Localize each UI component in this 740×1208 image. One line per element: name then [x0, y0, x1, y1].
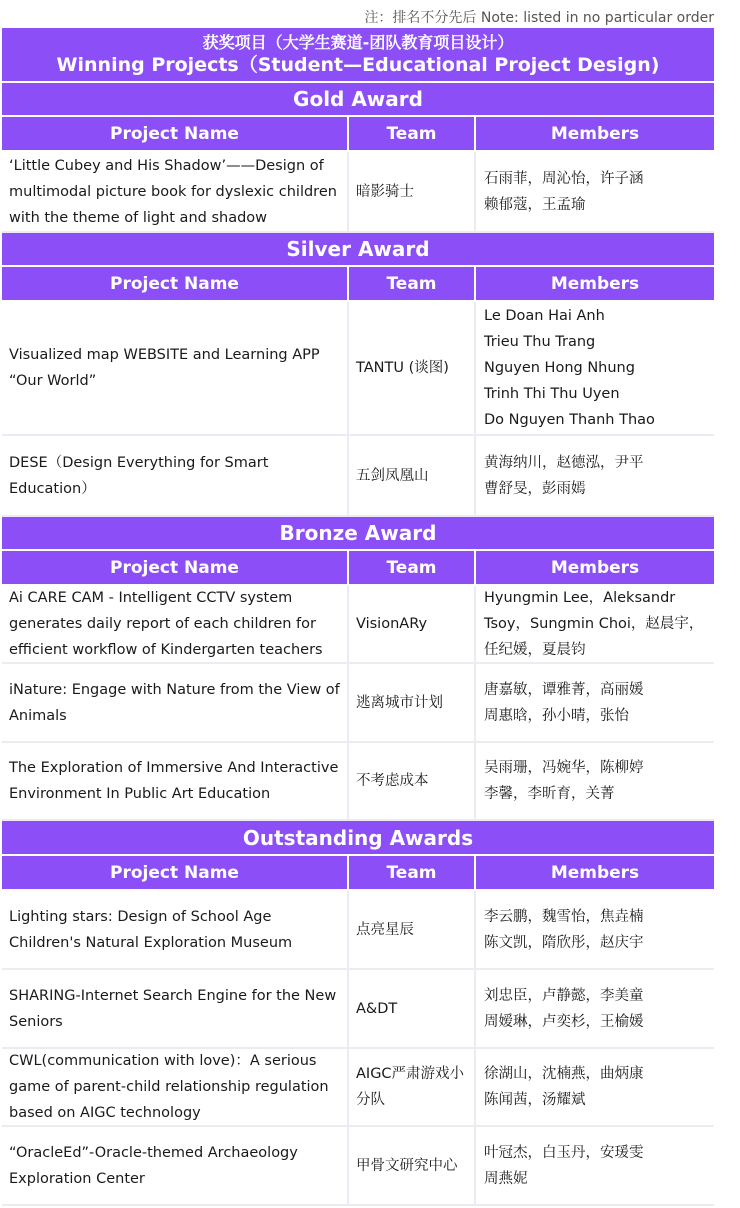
team-name: 点亮星辰	[349, 891, 476, 968]
award-header-bronze: Bronze Award	[2, 517, 714, 551]
member-list: 徐湖山，沈楠燕，曲炳康 陈闻茜，汤耀斌	[484, 1066, 644, 1108]
member-list: 吴雨珊，冯婉华，陈柳婷 李馨，李昕育，关菁	[484, 760, 644, 802]
project-name: Visualized map WEBSITE and Learning APP “Our World”	[2, 302, 349, 434]
column-headers	[2, 117, 714, 152]
team-name: 暗影骑士	[349, 152, 476, 231]
project-name: SHARING-Internet Search Engine for the New Seniors	[2, 970, 349, 1047]
team-name: VisionARy	[349, 586, 476, 662]
column-header-project: Project Name	[2, 856, 349, 889]
member-list: 唐嘉敏，谭雅菁，高丽媛 周惠晗，孙小晴，张怡	[484, 681, 644, 724]
project-name: “OracleEd”-Oracle-themed Archaeology Exploration Center	[2, 1127, 349, 1204]
column-headers	[2, 856, 714, 891]
team-name: 逃离城市计划	[349, 664, 476, 741]
member-list: 石雨菲，周沁怡，许子涵 赖郁蔻，王孟瑜	[484, 170, 644, 213]
column-header-members: Members	[476, 551, 714, 584]
project-name: ‘Little Cubey and His Shadow’——Design of multimodal picture book for dyslexic children with the theme of light and shadow	[2, 152, 349, 231]
project-name: iNature: Engage with Nature from the View of Animals	[2, 664, 349, 741]
award-header-gold: Gold Award	[2, 83, 714, 117]
title-english: Winning Projects（Student—Educational Project Design)	[56, 53, 660, 76]
project-name: Lighting stars: Design of School Age Children's Natural Exploration Museum	[2, 891, 349, 968]
member-list: 黄海纳川，赵德泓，尹平 曹舒旻，彭雨嫣	[484, 454, 644, 497]
table-row	[2, 891, 714, 970]
project-name: Ai CARE CAM - Intelligent CCTV system generates daily report of each children for efficient workflow of Kindergarten teachers	[2, 586, 349, 662]
member-list: Le Doan Hai Anh Trieu Thu Trang Nguyen Hong Nhung Trinh Thi Thu Uyen Do Nguyen Thanh Thao	[484, 308, 655, 428]
table-row	[2, 970, 714, 1049]
award-header-silver: Silver Award	[2, 233, 714, 267]
column-header-members: Members	[476, 267, 714, 300]
column-header-team: Team	[349, 856, 476, 889]
ranking-note: 注：排名不分先后 Note: listed in no particular order	[364, 10, 714, 26]
team-name: 不考虑成本	[349, 743, 476, 819]
column-header-team: Team	[349, 551, 476, 584]
column-header-members: Members	[476, 117, 714, 150]
column-header-team: Team	[349, 267, 476, 300]
column-header-members: Members	[476, 856, 714, 889]
column-header-project: Project Name	[2, 267, 349, 300]
award-header-outstanding: Outstanding Awards	[2, 821, 714, 856]
table-row	[2, 1127, 714, 1206]
team-name: A&DT	[349, 970, 476, 1047]
team-name: 五剑凤凰山	[349, 436, 476, 515]
member-list: 刘忠臣，卢静懿，李美童 周嫒琳，卢奕杉，王榆媛	[484, 987, 644, 1030]
column-headers	[2, 551, 714, 586]
team-name: TANTU (谈图)	[349, 302, 476, 434]
team-name: AIGC严肃游戏小分队	[349, 1049, 476, 1125]
column-headers	[2, 267, 714, 302]
table-row	[2, 436, 714, 517]
project-name: CWL(communication with love)：A serious game of parent-child relationship regulation based on AIGC technology	[2, 1049, 349, 1125]
table-row	[2, 743, 714, 821]
column-header-project: Project Name	[2, 551, 349, 584]
team-name: 甲骨文研究中心	[349, 1127, 476, 1204]
member-list: 李云鹏，魏雪怡，焦垚楠 陈文凯，隋欣彤，赵庆宇	[484, 908, 644, 951]
title-chinese: 获奖项目（大学生赛道-团队教育项目设计）	[202, 32, 514, 52]
table-row	[2, 664, 714, 743]
table-row	[2, 1049, 714, 1127]
awards-table	[2, 28, 714, 1206]
project-name: The Exploration of Immersive And Interactive Environment In Public Art Education	[2, 743, 349, 819]
project-name: DESE（Design Everything for Smart Education）	[2, 436, 349, 515]
column-header-project: Project Name	[2, 117, 349, 150]
table-title	[2, 28, 714, 83]
member-list: 叶冠杰，白玉丹，安瑗雯 周燕妮	[484, 1144, 644, 1187]
column-header-team: Team	[349, 117, 476, 150]
table-row	[2, 586, 714, 664]
table-row	[2, 152, 714, 233]
table-row	[2, 302, 714, 436]
member-list: Hyungmin Lee，Aleksandr Tsoy，Sungmin Choi，赵晨宇，任纪媛，夏晨钧	[484, 590, 704, 658]
